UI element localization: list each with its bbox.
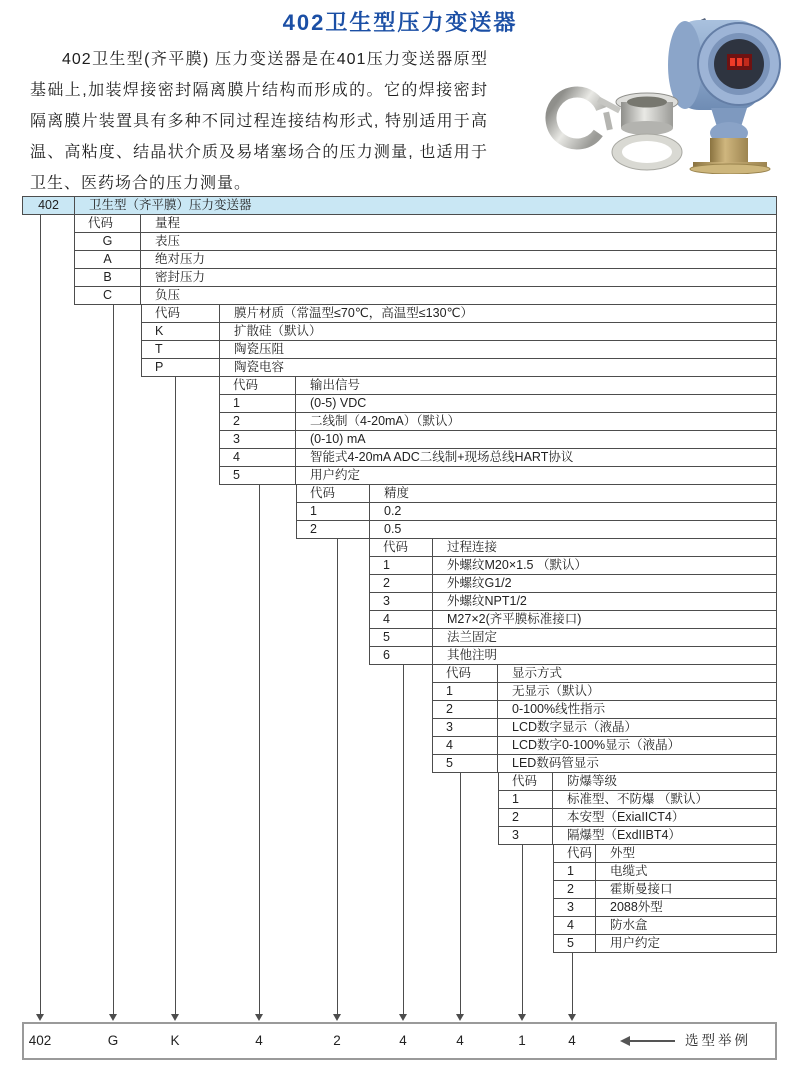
tree-root-label: 卫生型（齐平膜）压力变送器 [89,198,252,212]
down-arrow-icon [399,1014,407,1021]
down-arrow-icon [568,1014,576,1021]
tree-option-row [498,790,777,809]
tree-option-row [369,646,777,665]
tree-option-row [369,574,777,593]
tree-option-row [432,754,777,773]
tree-option-row [432,700,777,719]
option-code: 5 [554,935,596,952]
option-label: 陶瓷电容 [234,360,285,374]
tree-connector-line [40,214,41,1014]
option-label: 表压 [155,234,181,248]
tree-option-row [74,286,777,305]
option-label: 用户约定 [610,936,661,950]
tree-block-header-row [498,772,777,791]
option-label: 陶瓷压阻 [234,342,285,356]
pressure-transmitter-image [535,2,790,174]
option-code: 3 [499,827,553,844]
tree-root-code: 402 [23,197,75,214]
option-label: 霍斯曼接口 [610,882,673,896]
option-label: 负压 [155,288,181,302]
option-label: 膜片材质（常温型≤70℃，高温型≤130℃） [234,306,474,320]
tree-connector-line [460,772,461,1014]
tree-connector-line [572,952,573,1014]
option-code: 2 [433,701,498,718]
option-code: P [142,359,220,376]
option-label: (0-5) VDC [310,396,367,410]
option-code: 代码 [554,845,596,862]
option-code: 3 [220,431,296,448]
down-arrow-icon [333,1014,341,1021]
option-code: K [142,323,220,340]
tree-block-header-row [219,376,777,395]
option-label: 过程连接 [447,540,498,554]
option-code: B [75,269,141,286]
option-code: G [75,233,141,250]
down-arrow-icon [109,1014,117,1021]
option-label: 量程 [155,216,181,230]
option-code: 1 [433,683,498,700]
tree-option-row [498,808,777,827]
example-value: K [170,1033,180,1048]
example-value: 1 [518,1033,526,1048]
tree-option-row [141,322,777,341]
option-label: 显示方式 [512,666,563,680]
tree-connector-line [403,664,404,1014]
option-label: 密封压力 [155,270,206,284]
option-label: 二线制（4-20mA）（默认） [310,414,461,428]
intro-paragraph: 402卫生型(齐平膜) 压力变送器是在401压力变送器原型基础上,加装焊接密封隔离膜片结构而形成的。它的焊接密封隔离膜片装置具有多种不同过程连接结构形式, 特别适用于高温、高粘度、结晶状介质及易堵塞场合的压力测量, 也适用于卫生、医药场合的压力测量。 [30,51,488,192]
option-label: 绝对压力 [155,252,206,266]
tree-option-row [369,628,777,647]
tree-connector-line [175,376,176,1014]
option-label: 0-100%线性指示 [512,702,606,716]
tree-option-row [219,466,777,485]
option-code: 5 [370,629,433,646]
option-label: 外型 [610,846,636,860]
tree-option-row [553,880,777,899]
option-label: 电缆式 [610,864,648,878]
tree-option-row [369,592,777,611]
example-value: 402 [28,1033,52,1048]
option-code: 1 [554,863,596,880]
example-value: 4 [568,1033,576,1048]
tree-option-row [296,520,777,539]
tree-option-row [553,862,777,881]
option-label: 隔爆型（ExdIIBT4） [567,828,681,842]
option-label: 标准型、不防爆 （默认） [567,792,708,806]
tree-option-row [369,610,777,629]
tree-connector-line [259,484,260,1014]
option-code: 1 [220,395,296,412]
option-code: 2 [499,809,553,826]
option-code: 代码 [433,665,498,682]
tree-root-row [22,196,777,215]
tree-option-row [74,232,777,251]
option-label: 0.2 [384,504,402,518]
option-label: 其他注明 [447,648,498,662]
tree-block-header-row [553,844,777,863]
option-label: 法兰固定 [447,630,498,644]
option-code: 2 [554,881,596,898]
tree-option-row [553,934,777,953]
tree-option-row [219,412,777,431]
option-code: 4 [370,611,433,628]
down-arrow-icon [456,1014,464,1021]
example-value: 2 [333,1033,341,1048]
tree-connector-line [337,538,338,1014]
tree-block-header-row [432,664,777,683]
option-code: 4 [220,449,296,466]
option-code: 1 [297,503,370,520]
option-label: LED数码管显示 [512,756,599,770]
option-code: 4 [554,917,596,934]
option-label: 扩散硅（默认） [234,324,322,338]
option-label: 精度 [384,486,410,500]
option-code: 3 [433,719,498,736]
option-code: C [75,287,141,304]
option-code: 3 [554,899,596,916]
page-title: 402卫生型压力变送器 [282,10,518,35]
example-label: 选型举例 [685,1033,751,1048]
tree-connector-line [113,304,114,1014]
tree-option-row [219,430,777,449]
option-code: 5 [220,467,296,484]
option-label: 防水盒 [610,918,648,932]
option-label: (0-10) mA [310,432,366,446]
tree-option-row [141,340,777,359]
example-value: 4 [255,1033,263,1048]
tree-block-header-row [369,538,777,557]
tree-option-row [432,718,777,737]
option-label: 外螺纹M20×1.5 （默认） [447,558,587,572]
option-label: LCD数字显示（液晶） [512,720,638,734]
option-code: A [75,251,141,268]
tree-option-row [369,556,777,575]
option-label: M27×2(齐平膜标准接口) [447,612,582,626]
down-arrow-icon [36,1014,44,1021]
option-code: 2 [370,575,433,592]
tree-option-row [74,250,777,269]
option-code: 4 [433,737,498,754]
option-code: 5 [433,755,498,772]
option-code: 2 [220,413,296,430]
option-code: 3 [370,593,433,610]
option-label: 2088外型 [610,900,663,914]
down-arrow-icon [171,1014,179,1021]
option-label: LCD数字0-100%显示（液晶） [512,738,681,752]
example-value: 4 [456,1033,464,1048]
product-photo [535,2,790,174]
tree-option-row [296,502,777,521]
down-arrow-icon [518,1014,526,1021]
option-label: 外螺纹NPT1/2 [447,594,527,608]
option-label: 输出信号 [310,378,361,392]
option-label: 无显示（默认） [512,684,600,698]
tree-block-header-row [74,214,777,233]
tree-block-header-row [141,304,777,323]
option-label: 用户约定 [310,468,361,482]
option-label: 防爆等级 [567,774,618,788]
option-code: 代码 [142,305,220,322]
left-arrow-line [629,1040,675,1042]
tree-option-row [219,394,777,413]
option-code: 代码 [75,215,141,232]
tree-option-row [432,682,777,701]
example-value: 4 [399,1033,407,1048]
option-label: 外螺纹G1/2 [447,576,512,590]
option-code: 代码 [297,485,370,502]
option-code: 6 [370,647,433,664]
tree-block-header-row [296,484,777,503]
tree-option-row [74,268,777,287]
option-label: 0.5 [384,522,402,536]
option-label: 本安型（ExiaIICT4） [567,810,685,824]
option-code: 代码 [220,377,296,394]
option-code: 代码 [499,773,553,790]
option-code: 2 [297,521,370,538]
tree-option-row [219,448,777,467]
option-code: 代码 [370,539,433,556]
tree-option-row [432,736,777,755]
tree-option-row [553,916,777,935]
option-code: 1 [499,791,553,808]
down-arrow-icon [255,1014,263,1021]
option-label: 智能式4-20mA ADC二线制+现场总线HART协议 [310,450,574,464]
option-code: 1 [370,557,433,574]
tree-option-row [553,898,777,917]
option-code: T [142,341,220,358]
tree-option-row [498,826,777,845]
tree-connector-line [522,844,523,1014]
tree-option-row [141,358,777,377]
example-value: G [107,1033,119,1048]
